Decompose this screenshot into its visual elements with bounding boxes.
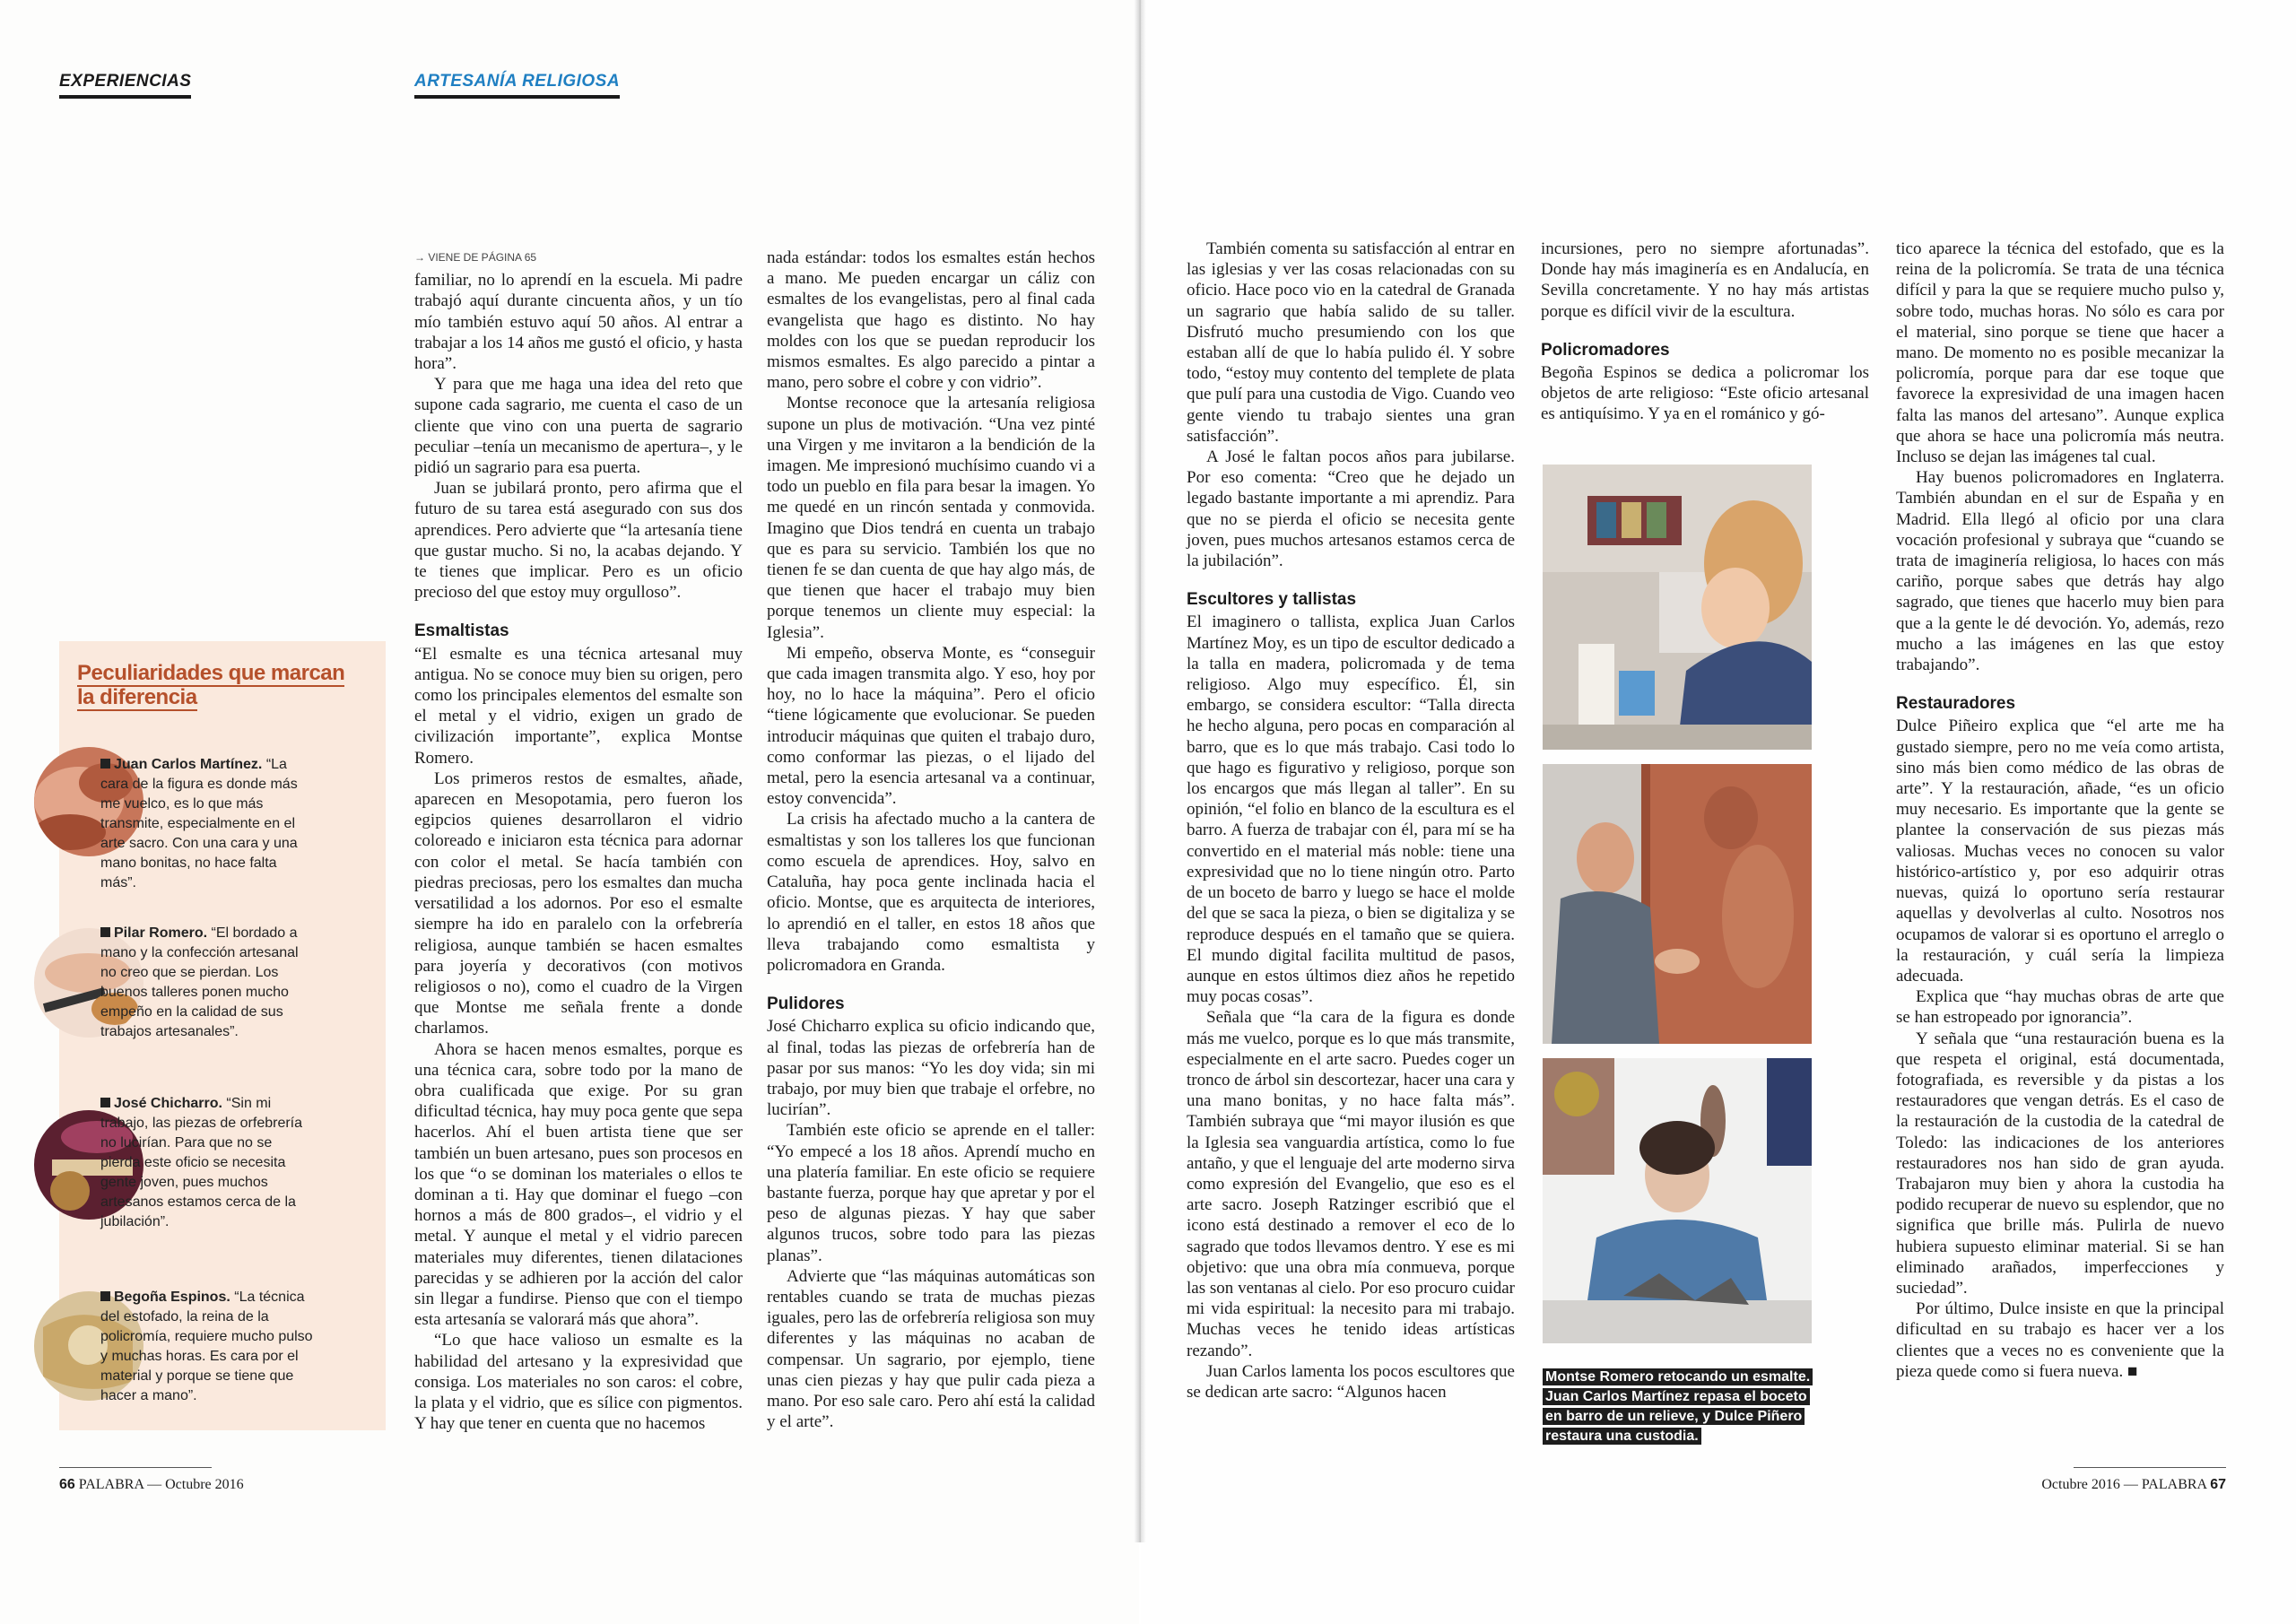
page-number-left: 66 [59,1477,75,1492]
body-paragraph: “El esmalte es una técnica artesanal muy antigua. No se conoce muy bien su origen, pero como los principales elementos del esmalte son el metal y el vidrio, exigen un grado de civilización importante”, explica Montse Romero. [414,644,743,768]
body-paragraph: Y señala que “una restauración buena es la que respeta el original, está documentada, fotografiada, es reversible y da pistas a los restauradores que vengan detrás. Es el caso de la restauración de la custodia de la catedral de Toledo: las indicaciones de los anteriores restauradores nos han sido de gran ayuda. Trabajaron muy bien y ahora la custodia ha podido recuperar de nuevo su esplendor, que no significa que brille más. Pulirla de nuevo hubiera supuesto eliminar material. Si se han eliminado arañados, imperfecciones y suciedad”. [1896,1029,2224,1298]
body-paragraph: Hay buenos policromadores en Inglaterra. También abundan en el sur de España y en Madrid. Ella llegó al oficio por una clara vocación profesional y subraya que “cuando se trata de imaginería religiosa, lo haces con más cariño, porque sabes que detrás hay algo sagrado, que tienes que hacerlo muy bien para que a la gente le dé devoción. Yo, además, rezo mucho a las imágenes en las que estoy trabajando”. [1896,468,2224,675]
body-paragraph: Ahora se hacen menos esmaltes, porque es una técnica cara, sobre todo por la mano de obra cualificada que exige. Por su gran dificultad técnica, hay muy poca gente que sepa hacerlos. Ahí el buen artista tiene que ser también un buen artesano, pues son procesos en los que “o se dominan los materiales o ellos te dominan a ti. Hay que dominar el fuego –con hornos a más de 800 grados–, el vidrio y el metal. Y aunque el metal y el vidrio parecen materiales muy diferentes, tienen dilataciones parecidas y se adhieren por la acción del calor sin llegar a fundirse. Pienso que con el tiempo esta artesanía se valorará más que ahora”. [414,1039,743,1330]
body-paragraph: familiar, no lo aprendí en la escuela. Mi padre trabajó aquí durante cincuenta años, y un tío mío también estuvo aquí 50 años. Al entrar a trabajar a los 14 años me gustó el oficio, y hasta hora”. [414,271,743,374]
photo-caption-text: Montse Romero retocando un esmalte. Juan Carlos Martínez repasa el boceto en barro de un relieve, y Dulce Piñero restaura una custodia. [1543,1368,1813,1445]
photo-sculptor-relief [1543,764,1812,1044]
footer-text-left: PALABRA — Octubre 2016 [74,1477,244,1492]
body-paragraph: La crisis ha afectado mucho a la cantera de esmaltistas y son los talleres los que funcionan como escuela de aprendices. Hoy, salvo en Cataluña, hay poca gente inclinada hacia el oficio. Montse, que es arquitecta de interiores, lo aprendió en el taller, en estos 18 años que lleva trabajando como esmaltista y policromadora en Granda. [767,810,1095,975]
body-paragraph: Explica que “hay muchas obras de arte que se han estropeado por ignorancia”. [1896,987,2224,1028]
sidebar-item-jose [100,1094,316,1232]
section-tag-artesania: ARTESANÍA RELIGIOSA [414,72,620,99]
body-paragraph: Juan se jubilará pronto, pero afirma que el futuro de su tarea está asegurado con sus dos aprendices. Pero advierte que “la artesanía tiene que gustar mucho. Si no, la acabas dejando. Y te tienes que implicar. Pero es un oficio precioso del que estoy muy orgulloso”. [414,479,743,603]
footer-rule-left [59,1467,212,1468]
sidebar-title-line1: Peculiaridades que marcan [77,661,345,685]
bullet-square-icon [100,1291,110,1301]
body-paragraph: Juan Carlos lamenta los pocos escultores que se dedican arte sacro: “Algunos hacen [1187,1361,1515,1402]
folio-right [2018,1477,2226,1493]
body-paragraph: José Chicharro explica su oficio indicando que, al final, todas las piezas de orfebrería han de pasar por sus manos: “Yo les doy vida; sin mi trabajo, por muy bien que trabaje el orfebre, no lucirían”. [767,1017,1095,1120]
body-paragraph: incursiones, pero no siempre afortunadas”. Donde hay más imaginería es en Andalucía, en Sevilla concretamente. Y no hay más artistas porque es difícil vivir de la escultura. [1541,239,1869,321]
footer-text-right: Octubre 2016 — PALABRA [2041,1477,2211,1492]
sidebar-title-line2: la diferencia [77,685,197,709]
sidebar-item-begona [100,1288,316,1406]
section-heading: Policromadores [1541,340,1670,360]
text-column-1 [414,248,743,1434]
sidebar-item-juan-carlos [100,755,316,893]
body-paragraph: Los primeros restos de esmaltes, añade, aparecen en Mesopotamia, pero fueron los egipcios quienes desarrollaron el vidrio coloreado e iniciaron esta técnica para adornar con color el metal. Se hacía también con piedras preciosas, pero los esmaltes dan mucha versatilidad a los adornos. Por eso el esmalte siempre ha ido en paralelo con la orfebrería religiosa, aunque también se hacen esmaltes para joyería y decorativos (con motivos religiosos o no), como el cuadro de la Virgen que Montse me señala frente a donde charlamos. [414,769,743,1038]
sidebar-item-text: “La cara de la figura es donde más me vuelco, es lo que más transmite, especialmente en el arte sacro. Con una cara y una mano bonitas, no hace falta más”. [100,757,298,890]
text-column-3 [1187,239,1515,1403]
body-paragraph: A José le faltan pocos años para jubilarse. Por eso comenta: “Creo que he dejado un legado bastante importante a mi aprendiz. Para que no se pierda el oficio se necesita gente joven, pues muchos artesanos estamos cerca de la jubilación”. [1187,447,1515,571]
photo-enamel-worker [1543,465,1812,750]
text-column-2 [767,248,1095,1432]
body-paragraph: nada estándar: todos los esmaltes están hechos a mano. Me pueden encargar un cáliz con esmaltes de los evangelistas, pero al final cada evangelista que hago es distinto. No hay moldes con los que se puedan reproducir los mismos esmaltes. Es algo parecido a pintar a mano, pero sobre el cobre y con vidrio”. [767,248,1095,393]
footer-rule-right [2074,1467,2226,1468]
folio-left [59,1477,244,1493]
body-paragraph: También este oficio se aprende en el taller: “Yo empecé a los 18 años. Aprendí mucho en una platería familiar. En este oficio se requiere bastante fuerza, porque hay que apretar y por el peso de algunas piezas. Y hay que saber algunos trucos, sobre todo para las piezas planas”. [767,1121,1095,1265]
sidebar-item-text: “Sin mi trabajo, las piezas de orfebrería no lucirían. Para que no se pierda este oficio se necesita gente joven, pues muchos artesanos estamos cerca de la jubilación”. [100,1096,303,1229]
bullet-square-icon [100,759,110,769]
body-paragraph: tico aparece la técnica del estofado, que es la reina de la policromía. Se trata de una técnica difícil y para la que se requiere mucho pulso y, sobre todo, muchas horas. No sólo es cara por el material, sino porque se tiene que hacer a mano. De momento no es posible mecanizar la policromía, porque para dar ese toque que favorece la expresividad de una imagen hacen falta las manos del artesano”. Aunque explica que ahora se hace una policromía más neutra. Incluso se dejan las imágenes tal cual. [1896,239,2224,467]
body-paragraph: Begoña Espinos se dedica a policromar los objetos de arte religioso: “Este oficio artesanal es antiquísimo. Y ya en el románico y gó- [1541,363,1869,424]
body-paragraph: Señala que “la cara de la figura es donde más me vuelco, porque es lo que más transmite, especialmente en el arte sacro. Puedes coger un tronco de árbol sin descortezar, hacer una cara y una mano bonitas, y no hace falta más”. También subraya que “mi mayor ilusión es que la Iglesia sea vanguardia artística, como lo fue antaño, y que el lenguaje del arte moderno sirva como expresión del Evangelio, que eso es el arte sacro. Joseph Ratzinger escribió que el icono está destinado a remover el eco de lo sagrado que todos llevamos dentro. Y ese es mi objetivo: que una obra mía conmueva, porque las son ventanas al cielo. Por eso procuro cuidar mi vida espiritual: la necesito para mi trabajo. Muchas veces he tenido ideas artísticas rezando”. [1187,1008,1515,1360]
sidebar-title [77,661,344,709]
text-column-4 [1541,239,1869,425]
bullet-square-icon [100,927,110,937]
body-paragraph: Mi empeño, observa Monte, es “conseguir que cada imagen transmita algo. Y eso, hoy por hoy, no lo hace la máquina”. Pero el oficio “tiene lógicamente que evolucionar. Se pueden introducir máquinas que quiten el trabajo duro, como conformar las piezas, o el lijado del metal, pero la esencia artesanal va a continuar, estoy convencida”. [767,643,1095,809]
section-heading: Restauradores [1896,694,2016,714]
body-paragraph: Montse reconoce que la artesanía religiosa supone un plus de motivación. “Una vez pinté una Virgen y me invitaron a la bendición de la imagen. Me impresionó muchísimo cuando vi a todo un pueblo en fila para besar la imagen. Yo me quedé en un rincón sentada y conmovida. Imagino que Dios tendrá en cuenta un trabajo que es para su servicio. También los que no tienen fe se dan cuenta de que hay algo más, de que tienen que hacer el trabajo muy bien porque tenemos un cliente muy especial: la Iglesia”. [767,394,1095,642]
photo-caption [1543,1368,1813,1446]
sidebar-item-text: “La técnica del estofado, la reina de la policromía, requiere mucho pulso y muchas horas. Es cara por el material y porque se tiene que hacer a mano”. [100,1290,313,1403]
sidebar-item-name: Pilar Romero. [114,925,208,941]
bullet-square-icon [100,1098,110,1107]
section-heading: Pulidores [767,994,845,1014]
body-paragraph: Por último, Dulce insiste en que la principal dificultad en su trabajo es hacer ver a los clientes que a veces no es conveniente que la pieza quede como si fuera nueva. ■ [1896,1299,2224,1381]
body-paragraph: El imaginero o tallista, explica Juan Carlos Martínez Moy, es un tipo de escultor dedicado a la talla en madera, policromada y de tema religioso. Algo muy específico. Él, sin embargo, se considera escultor: “Talla directa he hecho alguna, pero pocas en comparación al barro, que es lo que más trabajo. Casi todo lo que hago es figurativo y religioso, porque son los encargos que más llegan al taller”. En su opinión, “el folio en blanco de la escultura es el barro. A fuerza de trabajar con él, para mí se ha convertido en el material más noble: tiene una expresividad que no lo tiene ningún otro. Parto de un boceto de barro y luego se hace el molde del que se saca la pieza, o bien se digitaliza y se reproduce después en el tamaño que se quiera. El mundo digital facilita multitud de pasos, aunque en estos últimos diez años he repetido muy pocas cosas”. [1187,612,1515,1007]
sidebar-item-name: Begoña Espinos. [114,1290,230,1305]
body-paragraph: Y para que me haga una idea del reto que supone cada sagrario, me cuenta el caso de un cliente que vino con una puerta de sagrario peculiar –tenía un mecanismo de apertura–, y le pidió un sagrario para esa puerta. [414,375,743,478]
sidebar-item-pilar [100,924,316,1042]
text-column-5 [1896,239,2224,1382]
section-heading: Escultores y tallistas [1187,590,1357,610]
photo-restorer-custodia [1543,1058,1812,1343]
body-paragraph: Advierte que “las máquinas automáticas son rentables cuando se trata de muchas piezas iguales, pero las de orfebrería religiosa son muy diferentes y las máquinas no acaban de compensar. Un sagrario, por ejemplo, tiene unas cien piezas y hay que pulir cada pieza a mano. Por eso sale caro. Pero ahí está la calidad y el arte”. [767,1266,1095,1432]
spine-gutter [1134,0,1146,1542]
sidebar-item-name: José Chicharro. [114,1096,222,1111]
sidebar-item-text: “El bordado a mano y la confección artesanal no creo que se pierdan. Los buenos talleres ponen mucho empeño en la calidad de sus trabajos artesanales”. [100,925,299,1039]
body-paragraph: Dulce Piñeiro explica que “el arte me ha gustado siempre, pero no me veía como artista, sino más bien como médico de las obras de arte”. Y la restauración, añade, “es un oficio muy necesario. Es importante que la gente se plantee la conservación de sus piezas más valiosas. Muchas veces no conocen su valor histórico-artístico y, por eso adquirir otras nuevas, quizá lo oportuno sería restaurar aquellas y devolverlas al culto. Nosotros nos ocupamos de valorar si es oportuno el arreglo o la restauración, y cuál sería la limpieza adecuada. [1896,716,2224,986]
section-tag-experiencias: EXPERIENCIAS [59,72,191,99]
section-heading: Esmaltistas [414,621,509,641]
continued-from-note: → VIENE DE PÁGINA 65 [414,251,537,264]
body-paragraph: “Lo que hace valioso un esmalte es la habilidad del artesano y la expresividad que consiga. Los materiales no son caros: el cobre, la plata y el vidrio, que es sílice con pigmentos. Y hay que tener en cuenta que no hacemos [414,1331,743,1434]
body-paragraph: También comenta su satisfacción al entrar en las iglesias y ver las cosas relacionadas con su oficio. Hace poco vio en la catedral de Granada un sagrario que había salido de su taller. Disfrutó mucho presumiendo con los que estaban allí de que lo había pulido él. Y sobre todo, “estoy muy contento del templete de plata que pulí para una custodia de Vigo. Cuando veo gente viendo tu trabajo sientes una gran satisfacción”. [1187,239,1515,446]
sidebar-item-name: Juan Carlos Martínez. [114,757,263,772]
page-number-right: 67 [2210,1477,2226,1492]
